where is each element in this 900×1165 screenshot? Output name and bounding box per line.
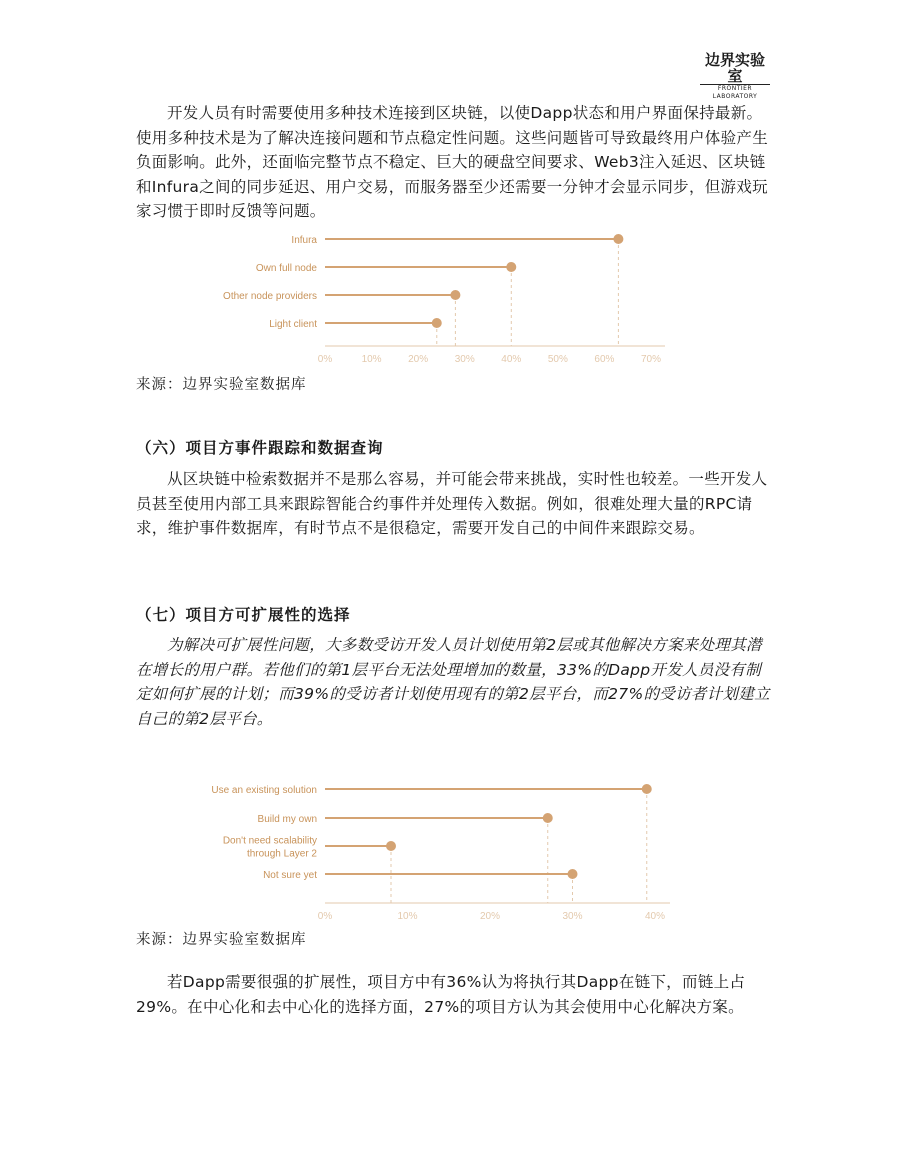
x-tick-label: 50% [547, 354, 568, 365]
bar-marker [642, 784, 652, 794]
intro-paragraph: 开发人员有时需要使用多种技术连接到区块链，以使Dapp状态和用户界面保持最新。使用多种技术是为了解决连接问题和节点稳定性问题。这些问题皆可导致最终用户体验产生负面影响。此外，还面临完整节点不稳定、巨大的硬盘空间要求、Web3注入延迟、区块链和Infura之间的同步延迟、用户交易，而服务器至少还需要一分钟才会显示同步，但游戏玩家习惯于即时反馈等问题。 [136, 104, 769, 220]
x-tick-label: 0% [317, 911, 333, 922]
closing-paragraph: 若Dapp需要很强的扩展性，项目方中有36%认为将执行其Dapp在链下，而链上占29%。在中心化和去中心化的选择方面，27%的项目方认为其会使用中心化解决方案。 [136, 973, 746, 1016]
x-tick-label: 20% [479, 911, 501, 922]
chart-scalability-svg [190, 772, 680, 922]
category-label: through Layer 2 [246, 848, 317, 860]
x-tick-label: 30% [454, 354, 475, 365]
section-6-paragraph: 从区块链中检索数据并不是那么容易，并可能会带来挑战，实时性也较差。一些开发人员甚至使用内部工具来跟踪智能合约事件并处理传入数据。例如，很难处理大量的RPC请求，维护事件数据库，有时节点不是很稳定，需要开发自己的中间件来跟踪交易。 [136, 470, 768, 537]
chart-node-connection [190, 222, 670, 376]
x-tick-label: 30% [562, 911, 583, 922]
x-tick-label: 10% [397, 911, 418, 922]
brand-logo [700, 52, 770, 101]
bar-marker [386, 841, 396, 851]
x-tick-label: 10% [361, 354, 382, 365]
category-label: Infura [291, 235, 317, 246]
logo-english-text: FRONTIER LABORATORY [700, 84, 770, 101]
source-note-1: 来源：边界实验室数据库 [136, 377, 307, 393]
bar-marker [543, 813, 553, 823]
x-tick-label: 0% [317, 354, 333, 365]
section-7-heading: （七）项目方可扩展性的选择 [136, 606, 351, 624]
x-tick-label: 70% [640, 354, 662, 365]
section-6-heading: （六）项目方事件跟踪和数据查询 [136, 439, 384, 457]
logo-chinese-text: 边界实验室 [704, 51, 765, 85]
category-label: Own full node [255, 263, 317, 274]
x-tick-label: 40% [644, 911, 666, 922]
section-7-paragraph: 为解决可扩展性问题，大多数受访开发人员计划使用第2层或其他解决方案来处理其潜在增长的用户群。若他们的第1层平台无法处理增加的数量，33%的Dapp开发人员没有制定如何扩展的计划；而39%的受访者计划使用现有的第2层平台，而27%的受访者计划建立自己的第2层平台。 [136, 636, 770, 728]
category-label: Use an existing solution [211, 785, 317, 796]
category-label: Don't need scalability [222, 835, 317, 847]
chart-scalability [190, 772, 680, 926]
x-tick-label: 20% [408, 354, 429, 365]
bar-marker [432, 318, 442, 328]
category-label: Build my own [257, 814, 317, 825]
bar-marker [450, 290, 460, 300]
category-label: Light client [269, 319, 317, 330]
bar-marker [613, 234, 623, 244]
category-label: Other node providers [223, 291, 317, 302]
bar-marker [506, 262, 516, 272]
bar-marker [568, 869, 578, 879]
x-tick-label: 60% [594, 354, 615, 365]
x-tick-label: 40% [501, 354, 522, 365]
category-label: Not sure yet [263, 870, 317, 881]
source-note-2: 来源：边界实验室数据库 [136, 932, 307, 948]
chart-node-connection-svg [190, 222, 670, 372]
